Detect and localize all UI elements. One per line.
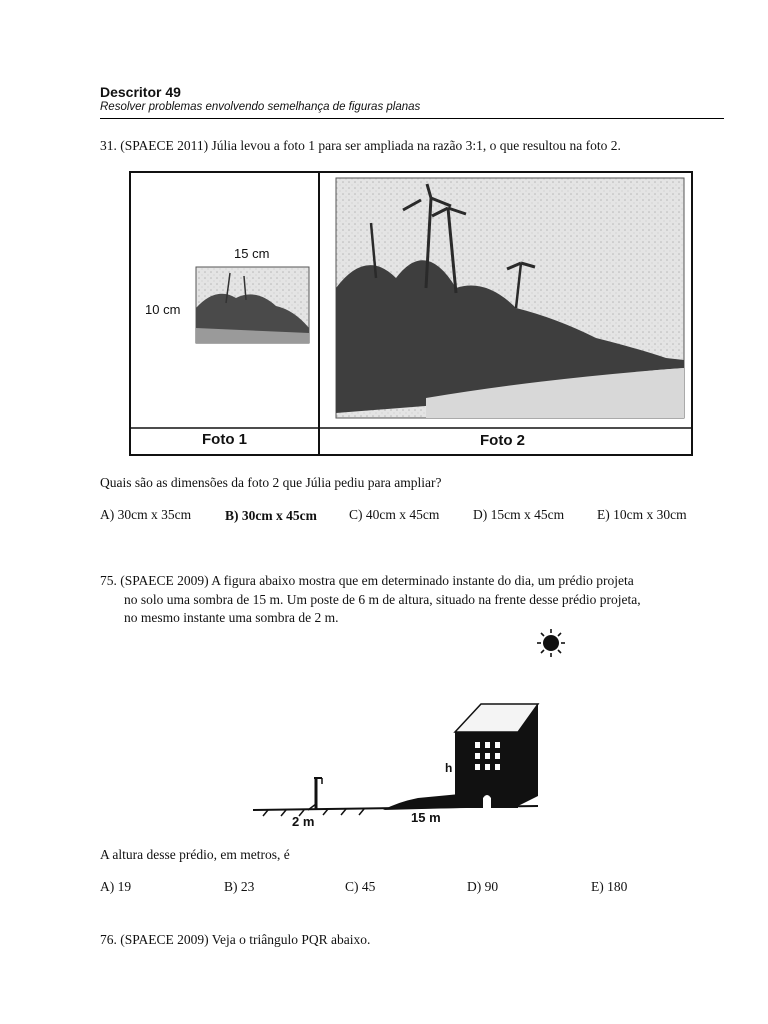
foto1-height-label: 10 cm	[145, 302, 181, 317]
foto1-caption: Foto 1	[202, 431, 247, 448]
q31-option-b: B) 30cm x 45cm	[225, 508, 317, 523]
q75-shadow-figure	[248, 626, 578, 836]
descriptor-subtitle: Resolver problemas envolvendo semelhança de figuras planas	[100, 101, 421, 113]
building-height-label: h	[445, 761, 453, 775]
q31-stem: 31. (SPAECE 2011) Júlia levou a foto 1 para ser ampliada na razão 3:1, o que resultou na foto 2.	[100, 138, 621, 153]
q75-option-b: B) 23	[224, 879, 255, 894]
pole	[308, 778, 322, 810]
sun-icon	[537, 629, 565, 657]
building-shadow	[383, 794, 460, 810]
q75-option-d: D) 90	[467, 879, 499, 894]
q75-option-c: C) 45	[345, 879, 376, 894]
q31-option-c: C) 40cm x 45cm	[349, 507, 440, 522]
q31-option-a: A) 30cm x 35cm	[100, 507, 192, 522]
q76-stem: 76. (SPAECE 2009) Veja o triângulo PQR abaixo.	[100, 932, 371, 947]
pole-shadow-label: 2 m	[292, 814, 315, 829]
descriptor-title: Descritor 49	[100, 84, 181, 100]
q31-photo-figure	[126, 168, 696, 458]
q31-question: Quais são as dimensões da foto 2 que Júlia pediu para ampliar?	[100, 475, 442, 490]
building-shadow-label: 15 m	[411, 810, 441, 825]
q75-option-a: A) 19	[100, 879, 132, 894]
foto2-image	[336, 178, 684, 418]
foto1-image	[196, 267, 309, 343]
foto2-caption: Foto 2	[480, 432, 525, 449]
q31-option-e: E) 10cm x 30cm	[597, 507, 687, 522]
building	[455, 704, 538, 808]
q75-question: A altura desse prédio, em metros, é	[100, 847, 290, 862]
header-divider	[100, 118, 724, 119]
q75-option-e: E) 180	[591, 879, 628, 894]
q75-stem-line1: 75. (SPAECE 2009) A figura abaixo mostra que em determinado instante do dia, um prédio projeta	[100, 573, 634, 588]
q75-stem-line2: no solo uma sombra de 15 m. Um poste de 6 m de altura, situado na frente desse prédio projeta,	[124, 592, 641, 607]
q31-option-d: D) 15cm x 45cm	[473, 507, 565, 522]
q75-stem-line3: no mesmo instante uma sombra de 2 m.	[124, 610, 339, 625]
foto1-width-label: 15 cm	[234, 246, 270, 261]
